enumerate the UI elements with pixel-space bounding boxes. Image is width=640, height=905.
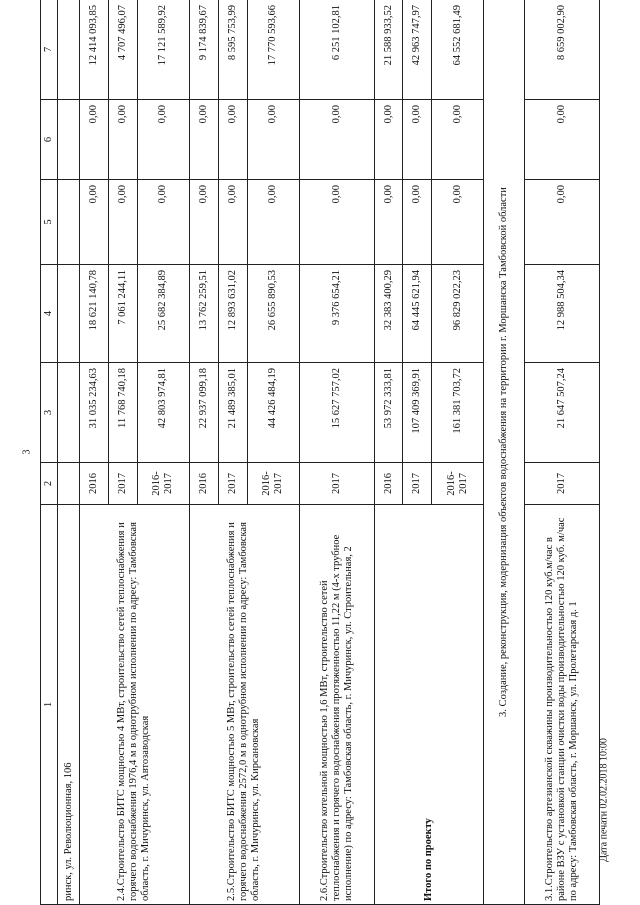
rotated-table-wrapper [40, 0, 600, 905]
value-col7: 8 659 002,90 [524, 0, 599, 100]
table-row [189, 0, 218, 905]
value-col3: 22 937 099,18 [189, 363, 218, 463]
value-col3: 21 647 507,24 [524, 363, 599, 463]
empty-cell [58, 463, 80, 505]
value-col6: 0,00 [189, 100, 218, 180]
value-col7: 4 707 496,07 [108, 0, 137, 100]
value-col5: 0,00 [432, 180, 484, 265]
value-col3: 15 627 757,02 [299, 363, 374, 463]
table-row [524, 0, 599, 905]
value-col3: 31 035 234,63 [80, 363, 109, 463]
value-col4: 13 762 259,51 [189, 265, 218, 363]
section-title-row [484, 0, 524, 905]
value-col6: 0,00 [218, 100, 247, 180]
value-col3: 21 489 385,01 [218, 363, 247, 463]
value-col7: 17 770 593,66 [247, 0, 299, 100]
year-cell: 2016-2017 [247, 463, 299, 505]
value-col5: 0,00 [218, 180, 247, 265]
continuation-row [58, 0, 80, 905]
header-cell: 3 [41, 363, 58, 463]
value-col5: 0,00 [403, 180, 432, 265]
continuation-text: ринск, ул. Революционная, 106 [58, 505, 80, 905]
value-col7: 9 174 839,67 [189, 0, 218, 100]
value-col6: 0,00 [80, 100, 109, 180]
header-cell: 7 [41, 0, 58, 100]
section-3-title: 3. Создание, реконструкция, модернизация объектов водоснабжения на территории г. Моршанска Тамбовской области [484, 0, 524, 905]
value-col4: 18 621 140,78 [80, 265, 109, 363]
year-cell: 2016-2017 [432, 463, 484, 505]
table-row [299, 0, 374, 905]
value-col6: 0,00 [247, 100, 299, 180]
value-col5: 0,00 [137, 180, 189, 265]
header-cell: 6 [41, 100, 58, 180]
header-cell: 5 [41, 180, 58, 265]
value-col6: 0,00 [108, 100, 137, 180]
value-col4: 9 376 654,21 [299, 265, 374, 363]
print-date: Дата печати 02.02.2018 10:00 [598, 738, 610, 862]
document-page [40, 0, 600, 905]
item-description: 2.6.Строительство котельной мощностью 1,6 МВт, строительство сетей теплоснабжения и горячего водоснабжения протяженностью 11,22 м (4-х трубное исполнение) по адресу: Тамбовская область, г. Мичуринск, ул. Строительная, 2 [299, 505, 374, 905]
value-col3: 42 803 974,81 [137, 363, 189, 463]
value-col4: 25 682 384,89 [137, 265, 189, 363]
value-col4: 32 383 400,29 [374, 265, 403, 363]
value-col7: 42 963 747,97 [403, 0, 432, 100]
value-col3: 53 972 333,81 [374, 363, 403, 463]
year-cell: 2016 [80, 463, 109, 505]
page-number: 3 [21, 449, 33, 455]
value-col5: 0,00 [247, 180, 299, 265]
value-col5: 0,00 [374, 180, 403, 265]
value-col4: 96 829 022,23 [432, 265, 484, 363]
year-cell: 2017 [299, 463, 374, 505]
value-col6: 0,00 [299, 100, 374, 180]
header-cell: 2 [41, 463, 58, 505]
item-description: 2.4.Строительство БИТС мощностью 4 МВт, строительство сетей теплоснабжения и горячего водоснабжения 1976,4 м в однотрубном исполнении по адресу: Тамбовская область, г. Мичуринск, ул. Автозаводская [80, 505, 190, 905]
value-col7: 21 588 933,52 [374, 0, 403, 100]
value-col7: 8 595 753,99 [218, 0, 247, 100]
value-col4: 7 061 244,11 [108, 265, 137, 363]
item-description: 3.1.Строительство артезианской скважины производительностью 120 куб.м/час в районе ВЗУ с установкой станции очистки воды производительностью 120 куб. м/час по адресу: Тамбовская область, г. Моршанск, ул. Пролетарская д. 1 [524, 505, 599, 905]
year-cell: 2017 [403, 463, 432, 505]
value-col4: 26 655 890,53 [247, 265, 299, 363]
value-col7: 17 121 589,92 [137, 0, 189, 100]
empty-cell [58, 363, 80, 463]
value-col7: 6 251 102,81 [299, 0, 374, 100]
empty-cell [58, 0, 80, 100]
value-col6: 0,00 [524, 100, 599, 180]
year-cell: 2016 [189, 463, 218, 505]
empty-cell [58, 180, 80, 265]
year-cell: 2017 [108, 463, 137, 505]
value-col3: 44 426 484,19 [247, 363, 299, 463]
value-col3: 161 381 703,72 [432, 363, 484, 463]
header-row [41, 0, 58, 905]
value-col5: 0,00 [189, 180, 218, 265]
item-description: 2.5.Строительство БИТС мощностью 5 МВт, строительство сетей теплоснабжения и горячего водоснабжения 2572,0 м в однотрубном исполнении по адресу: Тамбовская область, г. Мичуринск, ул. Кирсановская [189, 505, 299, 905]
header-cell: 4 [41, 265, 58, 363]
value-col5: 0,00 [524, 180, 599, 265]
value-col3: 107 409 369,91 [403, 363, 432, 463]
value-col6: 0,00 [374, 100, 403, 180]
value-col3: 11 768 740,18 [108, 363, 137, 463]
year-cell: 2017 [218, 463, 247, 505]
year-cell: 2016-2017 [137, 463, 189, 505]
value-col5: 0,00 [80, 180, 109, 265]
value-col4: 12 988 504,34 [524, 265, 599, 363]
value-col5: 0,00 [299, 180, 374, 265]
empty-cell [58, 265, 80, 363]
table-row [374, 0, 403, 905]
header-cell: 1 [41, 505, 58, 905]
value-col4: 12 893 631,02 [218, 265, 247, 363]
table-row [80, 0, 109, 905]
year-cell: 2016 [374, 463, 403, 505]
value-col7: 12 414 093,85 [80, 0, 109, 100]
value-col6: 0,00 [137, 100, 189, 180]
value-col6: 0,00 [403, 100, 432, 180]
item-description: Итого по проекту [374, 505, 484, 905]
value-col4: 64 445 621,94 [403, 265, 432, 363]
budget-table [40, 0, 600, 905]
value-col7: 64 552 681,49 [432, 0, 484, 100]
value-col6: 0,00 [432, 100, 484, 180]
empty-cell [58, 100, 80, 180]
year-cell: 2017 [524, 463, 599, 505]
value-col5: 0,00 [108, 180, 137, 265]
table-body [41, 0, 600, 905]
